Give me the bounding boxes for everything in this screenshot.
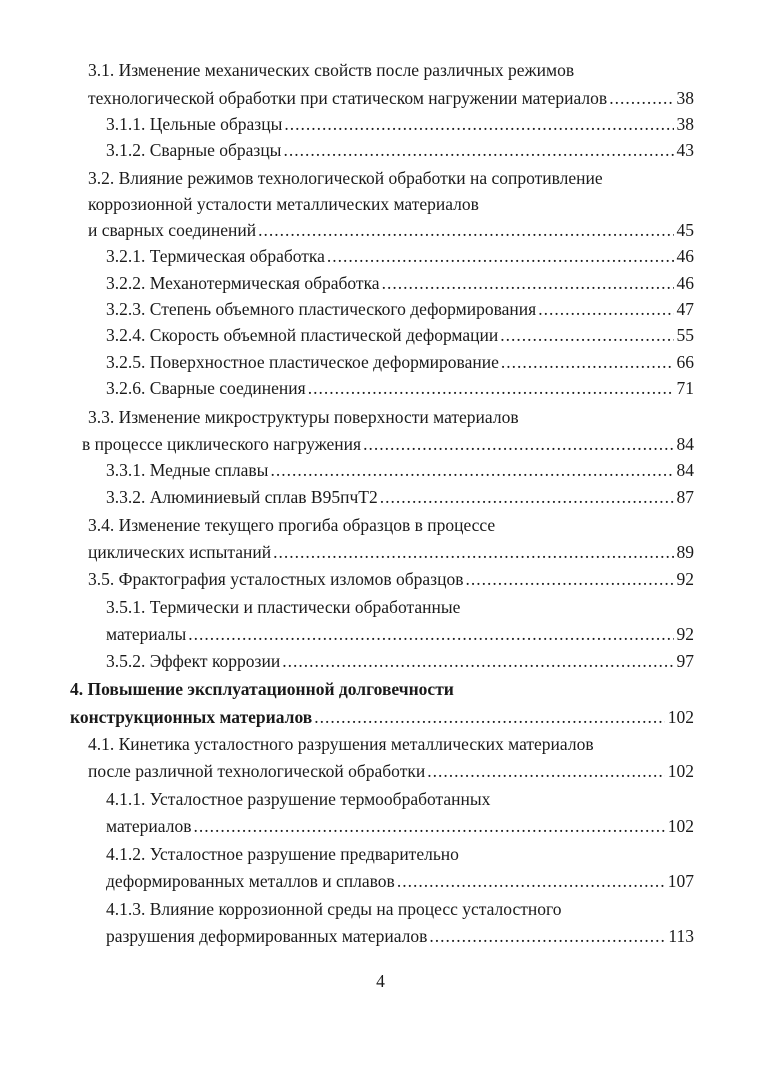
toc-page-number: 107	[667, 871, 694, 891]
toc-entry-4-1-1	[106, 813, 694, 839]
dot-leader	[193, 813, 664, 839]
toc-entry-3-1	[88, 85, 694, 111]
toc-page-number: 71	[676, 378, 694, 398]
toc-entry-3-5-2	[106, 648, 694, 674]
toc-entry-3-2-6	[106, 375, 694, 401]
toc-text: деформированных металлов и сплавов	[106, 871, 395, 891]
toc-chapter-title: конструкционных материалов	[70, 707, 313, 727]
dot-leader	[270, 457, 673, 483]
toc-entry-3-2	[88, 217, 694, 243]
dot-leader	[284, 111, 673, 137]
toc-text: циклических испытаний	[88, 542, 272, 562]
toc-text: 3.2. Влияние режимов технологической обработки на сопротивление	[88, 168, 603, 188]
dot-leader	[427, 758, 665, 784]
dot-leader	[382, 270, 674, 296]
toc-page-number: 87	[676, 487, 694, 507]
toc-page-number: 102	[667, 761, 694, 781]
toc-entry-3-4-line1	[88, 512, 495, 538]
toc-page-number: 102	[667, 707, 694, 727]
toc-page-number: 46	[676, 273, 694, 293]
dot-leader	[363, 431, 673, 457]
toc-page-number: 113	[668, 926, 694, 946]
toc-entry-3-5-1	[106, 621, 694, 647]
toc-entry-3-5-1-line1	[106, 594, 460, 620]
dot-leader	[501, 349, 674, 375]
toc-entry-3-2-5	[106, 349, 694, 375]
toc-entry-3-5	[88, 566, 694, 592]
toc-text: 3.5. Фрактография усталостных изломов образцов	[88, 569, 464, 589]
toc-entry-3-3-2	[106, 484, 694, 510]
toc-entry-3-2-4	[106, 322, 694, 348]
toc-page-number: 43	[676, 140, 694, 160]
toc-text: и сварных соединений	[88, 220, 257, 240]
toc-text: 3.4. Изменение текущего прогиба образцов в процессе	[88, 515, 496, 535]
toc-page-number: 47	[676, 299, 694, 319]
toc-page-number: 55	[676, 325, 694, 345]
toc-text: 3.2.3. Степень объемного пластического деформирования	[106, 299, 537, 319]
toc-page-number: 38	[676, 114, 694, 134]
toc-text: разрушения деформированных материалов	[106, 926, 428, 946]
dot-leader	[538, 296, 673, 322]
toc-entry-3-2-1	[106, 243, 694, 269]
toc-text: 3.2.2. Механотермическая обработка	[106, 273, 380, 293]
toc-page-number: 84	[676, 434, 694, 454]
toc-text: технологической обработки при статическом нагружении материалов	[88, 88, 608, 108]
toc-entry-4-1-3-line1	[106, 896, 562, 922]
toc-entry-4-1-2	[106, 868, 694, 894]
page-number: 4	[376, 971, 385, 991]
toc-chapter-4	[70, 704, 694, 730]
dot-leader	[282, 648, 673, 674]
toc-entry-4-1-3	[106, 923, 694, 949]
toc-page-number: 84	[676, 460, 694, 480]
toc-page-number: 102	[667, 816, 694, 836]
dot-leader	[380, 484, 674, 510]
toc-page-number: 92	[676, 569, 694, 589]
toc-entry-4-1	[88, 758, 694, 784]
toc-text: 3.1. Изменение механических свойств после различных режимов	[88, 60, 575, 80]
dot-leader	[327, 243, 674, 269]
toc-page-number: 46	[676, 246, 694, 266]
dot-leader	[314, 704, 665, 730]
toc-text: после различной технологической обработки	[88, 761, 426, 781]
toc-page-number: 89	[676, 542, 694, 562]
toc-text: 3.3.2. Алюминиевый сплав В95пчТ2	[106, 487, 378, 507]
toc-entry-3-2-line2	[88, 191, 479, 217]
toc-entry-3-2-3	[106, 296, 694, 322]
toc-chapter-4-line1	[70, 676, 454, 702]
toc-page-number: 45	[676, 220, 694, 240]
dot-leader	[258, 217, 673, 243]
toc-entry-4-1-1-line1	[106, 786, 490, 812]
dot-leader	[188, 621, 673, 647]
toc-entry-3-3	[82, 431, 694, 457]
toc-entry-3-1-line1	[88, 57, 574, 83]
toc-entry-3-1-2	[106, 137, 694, 163]
toc-text: 4.1. Кинетика усталостного разрушения металлических материалов	[88, 734, 594, 754]
toc-entry-3-3-1	[106, 457, 694, 483]
toc-entry-3-2-line1	[88, 165, 603, 191]
toc-text: 3.5.2. Эффект коррозии	[106, 651, 281, 671]
toc-text: 3.1.2. Сварные образцы	[106, 140, 282, 160]
dot-leader	[500, 322, 673, 348]
dot-leader	[397, 868, 665, 894]
toc-page-number: 92	[676, 624, 694, 644]
toc-text: 3.1.1. Цельные образцы	[106, 114, 283, 134]
dot-leader	[273, 539, 673, 565]
toc-text: коррозионной усталости металлических материалов	[88, 194, 479, 214]
toc-text: в процессе циклического нагружения	[82, 434, 362, 454]
toc-entry-4-1-line1	[88, 731, 594, 757]
toc-entry-3-4	[88, 539, 694, 565]
toc-chapter-title: 4. Повышение эксплуатационной долговечности	[70, 679, 454, 699]
toc-text: 3.3. Изменение микроструктуры поверхности материалов	[88, 407, 519, 427]
toc-entry-3-1-1	[106, 111, 694, 137]
toc-text: материалы	[106, 624, 187, 644]
toc-text: 3.2.1. Термическая обработка	[106, 246, 325, 266]
toc-text: 3.5.1. Термически и пластически обработанные	[106, 597, 461, 617]
toc-text: 3.2.6. Сварные соединения	[106, 378, 306, 398]
toc-text: материалов	[106, 816, 192, 836]
toc-text: 3.2.4. Скорость объемной пластической деформации	[106, 325, 499, 345]
dot-leader	[283, 137, 673, 163]
toc-page-number: 97	[676, 651, 694, 671]
toc-text: 4.1.3. Влияние коррозионной среды на процесс усталостного	[106, 899, 562, 919]
toc-entry-4-1-2-line1	[106, 841, 459, 867]
toc-text: 3.3.1. Медные сплавы	[106, 460, 269, 480]
dot-leader	[308, 375, 674, 401]
dot-leader	[465, 566, 673, 592]
toc-text: 3.2.5. Поверхностное пластическое деформирование	[106, 352, 499, 372]
toc-entry-3-3-line1	[88, 404, 519, 430]
toc-text: 4.1.1. Усталостное разрушение термообработанных	[106, 789, 491, 809]
toc-entry-3-2-2	[106, 270, 694, 296]
toc-page-number: 38	[676, 88, 694, 108]
dot-leader	[429, 923, 665, 949]
dot-leader	[609, 85, 673, 111]
toc-text: 4.1.2. Усталостное разрушение предварительно	[106, 844, 459, 864]
toc-page-number: 66	[676, 352, 694, 372]
